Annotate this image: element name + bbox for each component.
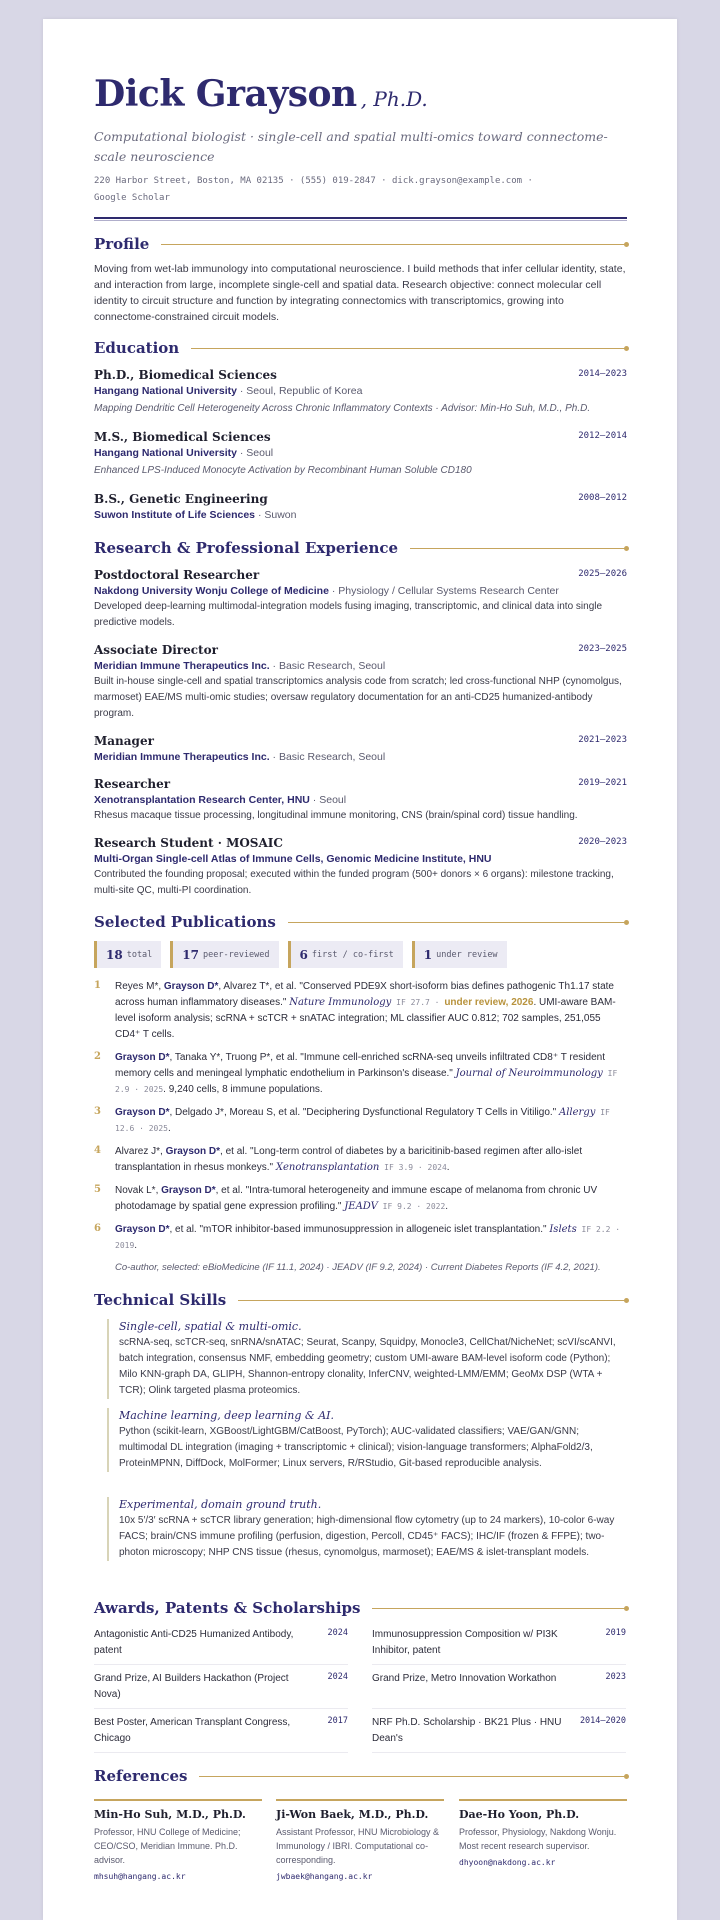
reference-name: Dae-Ho Yoon, Ph.D.	[459, 1808, 580, 1821]
scholar-link[interactable]: Google Scholar	[94, 193, 170, 203]
publication-item	[94, 979, 627, 1043]
dates: 2014–2023	[578, 369, 627, 379]
dates: 2012–2014	[578, 431, 627, 441]
degree: B.S., Genetic Engineering	[94, 492, 268, 506]
citation-title: , Alvarez T*, et al. "Conserved PDE9X short-isoform bias defines pathogenic Th1.17 state across human inflammatory diseases."	[115, 981, 614, 1008]
reference-email[interactable]: dhyoon@nakdong.ac.kr	[459, 1858, 556, 1867]
organization: Meridian Immune Therapeutics Inc.	[94, 751, 270, 763]
department: · Physiology / Cellular Systems Research Center	[328, 585, 559, 597]
org-line	[94, 792, 627, 808]
publication-item	[94, 1105, 627, 1137]
award-item	[372, 1671, 626, 1709]
reference-name: Min-Ho Suh, M.D., Ph.D.	[94, 1808, 246, 1821]
journal: JEADV	[344, 1201, 378, 1212]
profile-text: Moving from wet-lab immunology into computational neuroscience. I build methods that infer cellular identity, state, and interaction from large, incomplete single-cell and spatial data. Research objective: connect molecular cell identity to circuit structure and function by integrating connectomics with transcriptomics, growing into connectome-constrained circuit models.	[94, 263, 626, 323]
department: · Seoul	[309, 794, 347, 806]
publication-item	[94, 1222, 627, 1254]
award-text: Best Poster, American Transplant Congress, Chicago	[94, 1717, 291, 1744]
award-year: 2024	[327, 1628, 348, 1638]
dates: 2019–2021	[578, 778, 627, 788]
skill-text: scRNA-seq, scTCR-seq, snRNA/snATAC; Seurat, Scanpy, Squidpy, Monocle3, CellChat/NicheNet; scVI/scANVI, batch integration, consensus NMF, embedding geometry; custom UMI-aware BAM-level isoform code (Python); Milo KNN-graph DA, GLIPH, Shannon-entropy clonality, InferCNV, weighted-LMM/EMM; GeoMx DSP (WTA + TCR); Olink targeted plasma proteomics.	[119, 1337, 616, 1396]
section-title: References	[94, 1767, 188, 1785]
citation	[115, 1183, 627, 1215]
institution: Hangang National University	[94, 385, 237, 397]
organization: Meridian Immune Therapeutics Inc.	[94, 660, 270, 672]
thesis-note: Mapping Dendritic Cell Heterogeneity Across Chronic Inflammatory Contexts · Advisor: Min-Ho Suh, M.D., Ph.D.	[94, 403, 591, 414]
citation-note: . 9,240 cells, 8 immune populations.	[163, 1084, 323, 1095]
institution: Suwon Institute of Life Sciences	[94, 509, 256, 521]
org-line	[94, 851, 627, 867]
stat-first-author	[288, 941, 403, 968]
journal: Xenotransplantation	[275, 1162, 380, 1173]
section-rule	[191, 348, 627, 349]
contact-info	[94, 173, 627, 207]
section-header-profile	[94, 233, 627, 255]
department: · Basic Research, Seoul	[269, 751, 386, 763]
reference-card	[276, 1799, 444, 1881]
dates: 2025–2026	[578, 569, 627, 579]
skills-list	[94, 1319, 627, 1587]
award-text: Antagonistic Anti-CD25 Humanized Antibody, patent	[94, 1629, 294, 1656]
award-year: 2014–2020	[579, 1716, 626, 1726]
skill-text: Python (scikit-learn, XGBoost/LightGBM/CatBoost, PyTorch); AUC-validated classifiers; VAE/GAN/GNN; multimodal DL integration (imaging + transcriptomic + clinical); vision-language transformers; AlphaFold2/3, ProteinMPNN, DiffDock, MolFormer; Linux servers, R/RStudio, Git-based reproducible analysis.	[119, 1426, 593, 1469]
stat-number: 1	[423, 947, 433, 962]
role-description: Rhesus macaque tissue processing, longitudinal immune monitoring, CNS (brain/spinal cord) tissue handling.	[94, 810, 578, 821]
reference-email[interactable]: jwbaek@hangang.ac.kr	[276, 1872, 373, 1881]
pub-number: 2	[94, 1051, 101, 1062]
department: · Basic Research, Seoul	[269, 660, 386, 672]
impact-factor: IF 2.9 · 2025	[115, 1069, 618, 1094]
award-item	[94, 1715, 348, 1753]
award-item	[372, 1627, 626, 1665]
role: Associate Director	[94, 643, 218, 657]
section-title: Education	[94, 339, 180, 357]
section-rule	[372, 1608, 627, 1609]
education-item	[94, 491, 627, 523]
self-author: Grayson D*	[161, 1185, 216, 1196]
section-title: Research & Professional Experience	[94, 539, 399, 557]
dates: 2021–2023	[578, 735, 627, 745]
experience-item	[94, 642, 627, 722]
authors-pre: Reyes M*,	[115, 981, 164, 992]
citation-note: .	[167, 1123, 171, 1134]
review-status: under review, 2026	[444, 997, 534, 1008]
role: Postdoctoral Researcher	[94, 568, 260, 582]
coauthor-note: Co-author, selected: eBioMedicine (IF 11.1, 2024) · JEADV (IF 9.2, 2024) · Current Diabetes Reports (IF 4.2, 2021).	[115, 1262, 601, 1273]
award-year: 2023	[605, 1672, 626, 1682]
section-rule	[288, 922, 627, 923]
citation-title: , et al. "Long-term control of diabetes by a baricitinib-based regimen after allo-islet transplantation in rhesus monkeys."	[115, 1146, 583, 1173]
pub-number: 5	[94, 1184, 101, 1195]
header-rule	[94, 217, 627, 221]
section-rule	[238, 1300, 627, 1301]
stat-peer-reviewed	[170, 941, 278, 968]
reference-desc: Professor, Physiology, Nakdong Wonju. Most recent research supervisor.	[459, 1827, 617, 1851]
thesis-note: Enhanced LPS-Induced Monocyte Activation by Recombinant Human Soluble CD180	[94, 465, 472, 476]
role: Research Student · MOSAIC	[94, 836, 283, 850]
org-line	[94, 749, 627, 765]
institution: Hangang National University	[94, 447, 237, 459]
stat-label: peer-reviewed	[203, 949, 270, 960]
award-text: Grand Prize, AI Builders Hackathon (Project Nova)	[94, 1673, 289, 1700]
institution-line	[94, 445, 627, 461]
publication-list	[94, 979, 627, 1279]
role-description: Developed deep-learning multimodal-integration models fusing imaging, transcriptomic, and clinical data into single predictive models.	[94, 601, 603, 628]
impact-factor: IF 12.6 · 2025	[115, 1108, 610, 1133]
section-header-references	[94, 1765, 627, 1787]
organization: Xenotransplantation Research Center, HNU	[94, 794, 310, 806]
person-name: Dick Grayson	[94, 73, 357, 115]
resume-content	[94, 73, 627, 1899]
award-year: 2019	[605, 1628, 626, 1638]
references-grid	[94, 1799, 627, 1899]
skill-heading: Single-cell, spatial & multi-omic.	[119, 1320, 302, 1333]
self-author: Grayson D*	[115, 1224, 170, 1235]
citation-note: .	[445, 1201, 449, 1212]
section-title: Technical Skills	[94, 1291, 227, 1309]
journal: Nature Immunology	[289, 997, 392, 1008]
section-rule	[161, 244, 627, 245]
stat-number: 6	[299, 947, 308, 962]
degree-suffix: , Ph.D.	[360, 87, 428, 111]
citation-note: . UMI-aware BAM-level isoform analysis; scRNA + scTCR + snATAC integration; ML classifier AUC 0.812; 702 samples, 251,055 CD4⁺ T cells.	[115, 997, 616, 1040]
experience-item	[94, 567, 627, 631]
section-title: Profile	[94, 235, 150, 253]
citation	[115, 1222, 627, 1254]
reference-card	[459, 1799, 627, 1867]
citation-note: .	[134, 1240, 138, 1251]
section-header-education	[94, 337, 627, 359]
section-rule	[199, 1776, 627, 1777]
skill-group	[107, 1319, 627, 1399]
section-rule	[410, 548, 627, 549]
skill-group	[107, 1497, 627, 1561]
publication-stats	[94, 941, 627, 968]
role: Manager	[94, 734, 154, 748]
section-title: Selected Publications	[94, 913, 276, 931]
award-item	[94, 1627, 348, 1665]
role-description: Built in-house single-cell and spatial transcriptomics analysis code from scratch; led cross-functional NHP (cynomolgus, marmoset) EAE/MS multi-omic studies; oversaw regulatory documentation for an anti-CD25 humanized-antibody program.	[94, 676, 622, 719]
journal: Journal of Neuroimmunology	[455, 1068, 603, 1079]
role: Researcher	[94, 777, 171, 791]
citation	[115, 1105, 627, 1137]
award-item	[372, 1715, 626, 1753]
location: · Suwon	[255, 509, 297, 521]
citation	[115, 979, 627, 1043]
award-item	[94, 1671, 348, 1709]
dates: 2020–2023	[578, 837, 627, 847]
location: · Seoul, Republic of Korea	[236, 385, 363, 397]
reference-name: Ji-Won Baek, M.D., Ph.D.	[276, 1808, 429, 1821]
section-title: Awards, Patents & Scholarships	[94, 1599, 361, 1617]
degree: Ph.D., Biomedical Sciences	[94, 368, 277, 382]
experience-item	[94, 776, 627, 824]
skill-heading: Machine learning, deep learning & AI.	[119, 1409, 334, 1422]
org-line	[94, 583, 627, 599]
organization: Multi-Organ Single-cell Atlas of Immune Cells, Genomic Medicine Institute, HNU	[94, 853, 492, 865]
skill-group	[107, 1408, 627, 1472]
stat-label: total	[126, 949, 153, 960]
stat-under-review	[412, 941, 507, 968]
stat-number: 18	[106, 947, 123, 962]
stat-label: first / co-first	[311, 949, 394, 960]
section-header-awards	[94, 1597, 627, 1619]
role-description: Contributed the founding proposal; executed within the funded program (500+ donors × 6 organs): milestone tracking, multi-site QC, multi-PI coordination.	[94, 869, 614, 896]
self-author: Grayson D*	[115, 1052, 170, 1063]
reference-desc: Assistant Professor, HNU Microbiology & Immunology / IBRI. Computational co-corresponding.	[276, 1827, 440, 1865]
skill-heading: Experimental, domain ground truth.	[119, 1498, 322, 1511]
awards-grid	[94, 1627, 627, 1757]
resume-page	[43, 19, 677, 1920]
citation-title: , Tanaka Y*, Truong P*, et al. "Immune cell-enriched scRNA-seq unveils infiltrated CD8⁺ T resident memory cells and meningeal lymphatic endothelium in Parkinson's disease."	[115, 1052, 605, 1079]
citation-title: , et al. "Intra-tumoral heterogeneity and immune escape of melanoma from chronic UV photodamage by spatial gene expression profiling."	[115, 1185, 598, 1212]
institution-line	[94, 507, 627, 523]
self-author: Grayson D*	[163, 981, 219, 992]
experience-item	[94, 835, 627, 899]
impact-factor: IF 2.2 · 2019	[115, 1225, 621, 1250]
publication-item	[94, 1050, 627, 1098]
pub-number: 6	[94, 1223, 101, 1234]
reference-desc: Professor, HNU College of Medicine; CEO/CSO, Meridian Immune. Ph.D. advisor.	[94, 1827, 241, 1865]
publication-item	[94, 1144, 627, 1176]
publication-item	[94, 1183, 627, 1215]
impact-factor: IF 3.9 · 2024	[379, 1163, 447, 1172]
org-line	[94, 658, 627, 674]
name-row	[94, 73, 627, 119]
award-year: 2017	[327, 1716, 348, 1726]
journal: Allergy	[559, 1107, 596, 1118]
pub-number: 4	[94, 1145, 101, 1156]
authors-pre: Novak L*,	[115, 1185, 162, 1196]
impact-factor: IF 9.2 · 2022	[377, 1202, 446, 1211]
experience-item	[94, 733, 627, 765]
citation	[115, 1144, 627, 1176]
pub-number: 3	[94, 1106, 101, 1117]
section-header-publications	[94, 911, 627, 933]
self-author: Grayson D*	[165, 1146, 221, 1157]
stat-total	[94, 941, 161, 968]
section-header-experience	[94, 537, 627, 559]
dates: 2023–2025	[578, 644, 627, 654]
impact-factor: IF 27.7 ·	[391, 998, 445, 1007]
citation	[115, 1050, 627, 1098]
reference-card	[94, 1799, 262, 1881]
stat-label: under review	[436, 949, 498, 960]
reference-email[interactable]: mhsuh@hangang.ac.kr	[94, 1872, 186, 1881]
education-item	[94, 367, 627, 417]
degree: M.S., Biomedical Sciences	[94, 430, 271, 444]
citation-title: , et al. "mTOR inhibitor-based immunosuppression in allogeneic islet transplantation."	[169, 1224, 550, 1235]
contact-line[interactable]: 220 Harbor Street, Boston, MA 02135 · (555) 019-2847 · dick.grayson@example.com ·	[94, 176, 533, 186]
skill-text: 10x 5′/3′ scRNA + scTCR library generation; high-dimensional flow cytometry (up to 24 markers), 10-color 6-way FACS; brain/CNS immune profiling (perfusion, digestion, Percoll, CD45⁺ FACS); IHC/IF (frozen & FFPE); two-photon microscopy; NHP CNS tissue (rhesus, cynomolgus, marmoset); EAE/MS & islet-transplant models.	[119, 1515, 615, 1558]
award-text: NRF Ph.D. Scholarship · BK21 Plus · HNU Dean's	[372, 1717, 562, 1744]
award-text: Immunosuppression Composition w/ PI3K Inhibitor, patent	[372, 1629, 558, 1656]
citation-note: .	[446, 1162, 450, 1173]
journal: Islets	[549, 1224, 577, 1235]
citation-title: , Delgado J*, Moreau S, et al. "Deciphering Dysfunctional Regulatory T Cells in Vitiligo."	[169, 1107, 559, 1118]
stat-number: 17	[182, 947, 199, 962]
location: · Seoul	[236, 447, 274, 459]
authors-pre: Alvarez J*,	[115, 1146, 166, 1157]
organization: Nakdong University Wonju College of Medicine	[94, 585, 329, 597]
award-year: 2024	[327, 1672, 348, 1682]
dates: 2008–2012	[578, 493, 627, 503]
pub-number: 1	[94, 980, 101, 991]
tagline: Computational biologist · single-cell and spatial multi-omics toward connectome-scale neuroscience	[94, 129, 608, 164]
institution-line	[94, 383, 627, 399]
self-author: Grayson D*	[115, 1107, 170, 1118]
award-text: Grand Prize, Metro Innovation Workathon	[372, 1673, 557, 1684]
education-item	[94, 429, 627, 479]
section-header-skills	[94, 1289, 627, 1311]
